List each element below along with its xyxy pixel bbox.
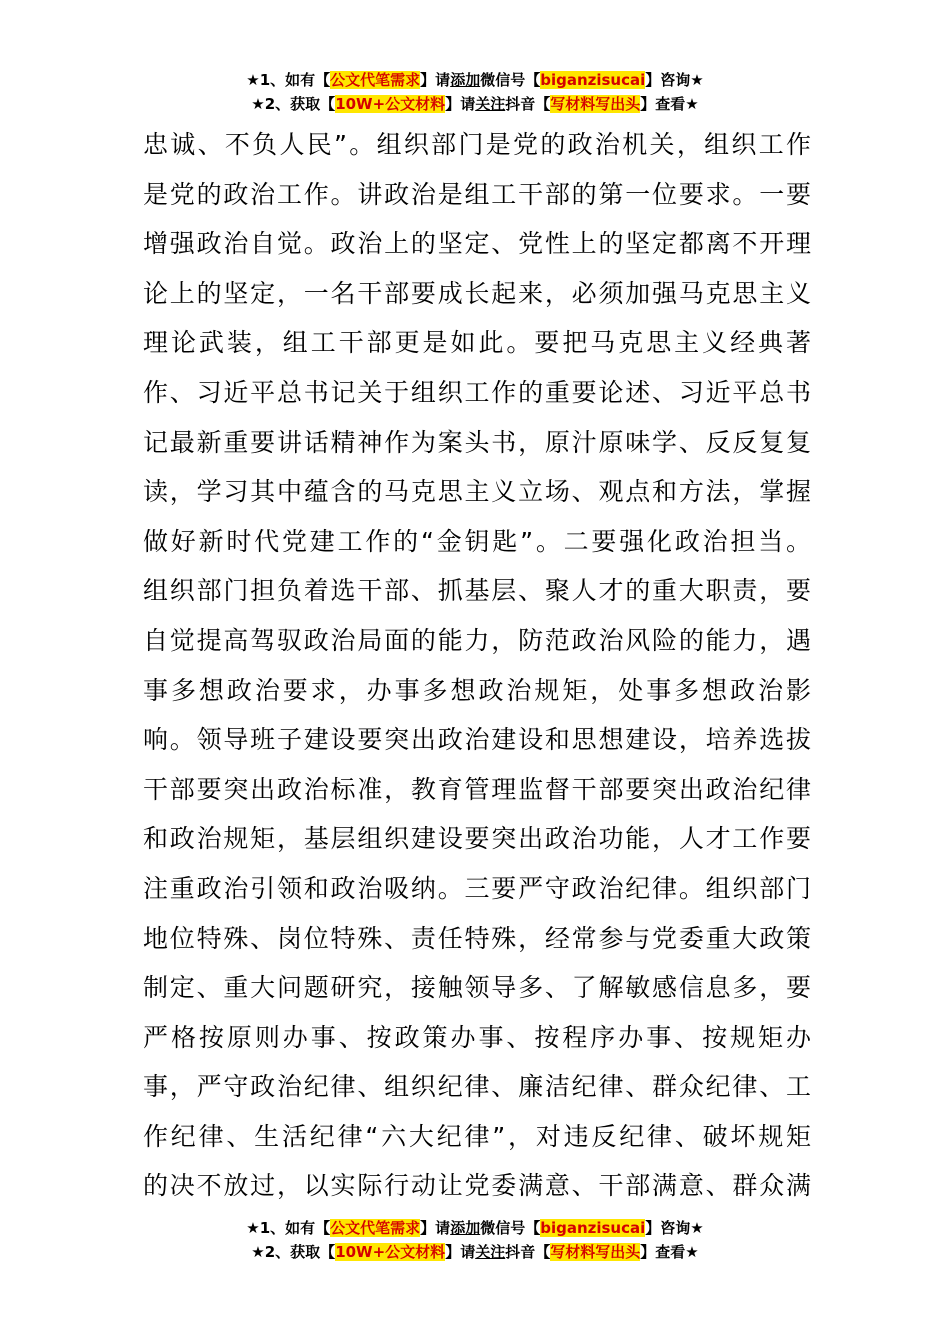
body-line: 是党的政治工作。讲政治是组工干部的第一位要求。一要 <box>143 179 811 209</box>
promo-text: 】请 <box>420 71 451 89</box>
promo-text: 微信号【 <box>480 1219 541 1237</box>
promo-line-1 <box>0 68 950 92</box>
promo-text: ★1、如有【 <box>246 1219 331 1237</box>
body-line: 作纪律、生活纪律“六大纪律”，对违反纪律、破坏规矩 <box>143 1121 811 1151</box>
promo-text: 】查看★ <box>640 1243 699 1261</box>
promo-line-2 <box>0 92 950 116</box>
promo-text-underlined: 添加 <box>450 71 481 89</box>
promo-highlight-service: 公文代笔需求 <box>330 71 421 89</box>
body-line: 增强政治自觉。政治上的坚定、党性上的坚定都离不开理 <box>143 229 811 259</box>
promo-banner-top <box>0 68 950 116</box>
promo-text: 】咨询★ <box>645 71 704 89</box>
body-line: 做好新时代党建工作的“金钥匙”。二要强化政治担当。 <box>143 526 811 556</box>
promo-text: ★2、获取【 <box>251 1243 336 1261</box>
promo-text: 微信号【 <box>480 71 541 89</box>
body-line: 自觉提高驾驭政治局面的能力，防范政治风险的能力，遇 <box>143 625 811 655</box>
body-line: 组织部门担负着选干部、抓基层、聚人才的重大职责，要 <box>143 576 811 606</box>
promo-highlight-service: 公文代笔需求 <box>330 1219 421 1237</box>
body-line: 响。领导班子建设要突出政治建设和思想建设，培养选拔 <box>143 725 811 755</box>
promo-highlight-wechat-id: biganzisucai <box>540 1219 646 1237</box>
body-line: 事多想政治要求，办事多想政治规矩，处事多想政治影 <box>143 675 811 705</box>
document-body <box>143 120 811 1211</box>
promo-text: 】请 <box>445 1243 476 1261</box>
body-line: 读，学习其中蕴含的马克思主义立场、观点和方法，掌握 <box>143 477 811 507</box>
body-line: 作、习近平总书记关于组织工作的重要论述、习近平总书 <box>143 377 811 407</box>
promo-line-2 <box>0 1240 950 1264</box>
promo-text: 抖音【 <box>505 95 551 113</box>
promo-text: 】请 <box>420 1219 451 1237</box>
body-line: 论上的坚定，一名干部要成长起来，必须加强马克思主义 <box>143 278 811 308</box>
body-line: 地位特殊、岗位特殊、责任特殊，经常参与党委重大政策 <box>143 923 811 953</box>
promo-highlight-materials: 10W+公文材料 <box>335 95 446 113</box>
promo-line-1 <box>0 1216 950 1240</box>
body-line: 理论武装，组工干部更是如此。要把马克思主义经典著 <box>143 328 811 358</box>
promo-text: 】查看★ <box>640 95 699 113</box>
promo-text: 】请 <box>445 95 476 113</box>
promo-text: ★1、如有【 <box>246 71 331 89</box>
body-line: 的决不放过，以实际行动让党委满意、干部满意、群众满 <box>143 1171 811 1201</box>
promo-text-underlined: 关注 <box>475 1243 506 1261</box>
body-line: 制定、重大问题研究，接触领导多、了解敏感信息多，要 <box>143 973 811 1003</box>
promo-highlight-materials: 10W+公文材料 <box>335 1243 446 1261</box>
promo-highlight-douyin: 写材料写出头 <box>550 1243 641 1261</box>
promo-text-underlined: 添加 <box>450 1219 481 1237</box>
promo-banner-bottom <box>0 1216 950 1264</box>
body-line: 记最新重要讲话精神作为案头书，原汁原味学、反反复复 <box>143 427 811 457</box>
promo-highlight-douyin: 写材料写出头 <box>550 95 641 113</box>
promo-text: 】咨询★ <box>645 1219 704 1237</box>
promo-text: 抖音【 <box>505 1243 551 1261</box>
promo-highlight-wechat-id: biganzisucai <box>540 71 646 89</box>
promo-text-underlined: 关注 <box>475 95 506 113</box>
body-line: 忠诚、不负人民”。组织部门是党的政治机关，组织工作 <box>143 130 811 159</box>
body-line: 干部要突出政治标准，教育管理监督干部要突出政治纪律 <box>143 774 811 804</box>
body-line: 注重政治引领和政治吸纳。三要严守政治纪律。组织部门 <box>143 873 811 903</box>
body-line: 和政治规矩，基层组织建设要突出政治功能，人才工作要 <box>143 824 811 854</box>
body-line: 事，严守政治纪律、组织纪律、廉洁纪律、群众纪律、工 <box>143 1072 811 1102</box>
body-line: 严格按原则办事、按政策办事、按程序办事、按规矩办 <box>143 1022 811 1052</box>
promo-text: ★2、获取【 <box>251 95 336 113</box>
